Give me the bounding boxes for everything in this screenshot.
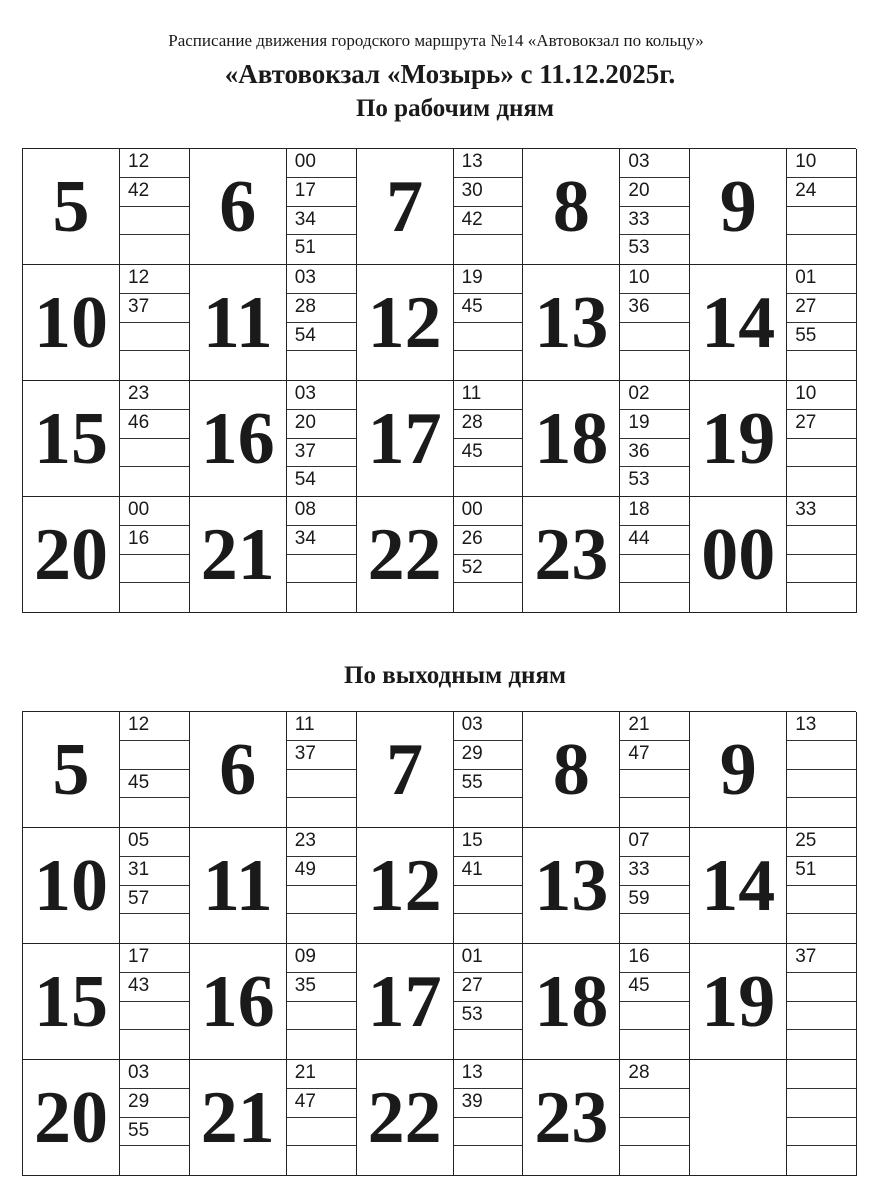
- hour-label: [690, 1060, 787, 1175]
- hour-label: 19: [690, 944, 787, 1059]
- minutes-list: [454, 497, 523, 612]
- minute-value: 20: [287, 410, 356, 439]
- minute-value: [787, 235, 856, 264]
- minutes-list: [454, 828, 523, 943]
- minute-value: 47: [620, 741, 689, 770]
- hour-cell: [690, 265, 857, 381]
- minute-value: 03: [287, 381, 356, 410]
- hour-cell: [357, 1060, 524, 1176]
- minute-value: [454, 886, 523, 915]
- minute-value: [787, 526, 856, 555]
- minute-value: 45: [120, 770, 189, 799]
- hour-label: 18: [523, 381, 620, 496]
- hour-label: 17: [357, 381, 454, 496]
- minute-value: 21: [620, 712, 689, 741]
- hour-label: 14: [690, 828, 787, 943]
- minute-value: [787, 1146, 856, 1175]
- minutes-list: [454, 265, 523, 380]
- hour-cell: [357, 944, 524, 1060]
- minute-value: 35: [287, 973, 356, 1002]
- minute-value: 37: [287, 741, 356, 770]
- minute-value: [287, 1118, 356, 1147]
- hour-label: 11: [190, 828, 287, 943]
- hour-label: 21: [190, 497, 287, 612]
- minute-value: 29: [454, 741, 523, 770]
- minute-value: 42: [454, 207, 523, 236]
- hour-cell: [23, 265, 190, 381]
- hour-label: 12: [357, 828, 454, 943]
- minutes-list: [287, 1060, 356, 1175]
- minute-value: 55: [454, 770, 523, 799]
- minute-value: [787, 798, 856, 827]
- minute-value: 13: [454, 149, 523, 178]
- hour-label: 20: [23, 1060, 120, 1175]
- minute-value: [454, 914, 523, 943]
- minutes-list: [787, 944, 856, 1059]
- minutes-list: [287, 149, 356, 264]
- minute-value: 33: [620, 857, 689, 886]
- hour-cell: [690, 712, 857, 828]
- hour-label: 5: [23, 712, 120, 827]
- minute-value: 27: [454, 973, 523, 1002]
- minute-value: [787, 1030, 856, 1059]
- minute-value: 28: [620, 1060, 689, 1089]
- minute-value: [120, 583, 189, 612]
- hour-cell: [523, 944, 690, 1060]
- minute-value: [787, 439, 856, 468]
- hour-cell: [23, 944, 190, 1060]
- minute-value: 00: [454, 497, 523, 526]
- minute-value: 15: [454, 828, 523, 857]
- hour-cell: [523, 497, 690, 613]
- minutes-list: [787, 1060, 856, 1175]
- minute-value: 34: [287, 207, 356, 236]
- hour-cell: [23, 149, 190, 265]
- minute-value: 17: [120, 944, 189, 973]
- minute-value: [620, 1030, 689, 1059]
- minute-value: 01: [454, 944, 523, 973]
- minute-value: [120, 741, 189, 770]
- minute-value: [287, 351, 356, 380]
- minute-value: [787, 467, 856, 496]
- minute-value: 51: [787, 857, 856, 886]
- minute-value: 21: [287, 1060, 356, 1089]
- minute-value: 49: [287, 857, 356, 886]
- minutes-list: [287, 381, 356, 496]
- hour-label: 14: [690, 265, 787, 380]
- minute-value: 11: [287, 712, 356, 741]
- minute-value: 19: [454, 265, 523, 294]
- minute-value: 30: [454, 178, 523, 207]
- hour-cell: [690, 381, 857, 497]
- minute-value: 17: [287, 178, 356, 207]
- minute-value: [287, 886, 356, 915]
- minute-value: 27: [787, 294, 856, 323]
- minutes-list: [787, 828, 856, 943]
- hour-label: 19: [690, 381, 787, 496]
- minutes-list: [620, 944, 689, 1059]
- minute-value: 20: [620, 178, 689, 207]
- hour-label: 6: [190, 712, 287, 827]
- minute-value: [120, 1146, 189, 1175]
- minute-value: 45: [454, 294, 523, 323]
- minute-value: 52: [454, 555, 523, 584]
- minute-value: [454, 583, 523, 612]
- hour-cell: [23, 1060, 190, 1176]
- minute-value: [620, 1146, 689, 1175]
- minutes-list: [620, 381, 689, 496]
- hour-cell: [23, 381, 190, 497]
- minute-value: [620, 770, 689, 799]
- minute-value: [120, 351, 189, 380]
- minute-value: [787, 914, 856, 943]
- route-subtitle: Расписание движения городского маршрута №14 «Автовокзал по кольцу»: [168, 31, 704, 50]
- minute-value: 10: [787, 149, 856, 178]
- minute-value: 45: [620, 973, 689, 1002]
- hour-cell: [690, 944, 857, 1060]
- minutes-list: [620, 497, 689, 612]
- minute-value: 37: [287, 439, 356, 468]
- hour-label: 22: [357, 497, 454, 612]
- minute-value: 39: [454, 1089, 523, 1118]
- minute-value: 12: [120, 265, 189, 294]
- minute-value: [620, 323, 689, 352]
- minute-value: 28: [454, 410, 523, 439]
- minute-value: 31: [120, 857, 189, 886]
- minute-value: [620, 798, 689, 827]
- minute-value: 53: [628, 237, 650, 259]
- minute-value: [787, 741, 856, 770]
- minutes-list: [454, 1060, 523, 1175]
- minutes-list: [287, 265, 356, 380]
- minute-value: [787, 207, 856, 236]
- minute-value: [287, 914, 356, 943]
- minute-value: [120, 1030, 189, 1059]
- minute-value: 57: [120, 886, 189, 915]
- minute-value: [120, 235, 189, 264]
- minutes-list: [454, 381, 523, 496]
- hour-cell: [523, 381, 690, 497]
- hour-label: 5: [23, 149, 120, 264]
- minute-value: 23: [120, 381, 189, 410]
- hour-cell: [190, 265, 357, 381]
- minute-value: [620, 914, 689, 943]
- minute-value: 12: [120, 149, 189, 178]
- hour-label: 22: [357, 1060, 454, 1175]
- minutes-list: [287, 712, 356, 827]
- minute-value: [120, 914, 189, 943]
- minute-value: 16: [120, 526, 189, 555]
- minute-value: [454, 467, 523, 496]
- page-title: «Автовокзал «Мозырь» с 11.12.2025г.: [224, 59, 676, 89]
- minute-value: [287, 770, 356, 799]
- hour-cell: [523, 149, 690, 265]
- hour-cell: [690, 1060, 857, 1176]
- hour-label: 15: [23, 381, 120, 496]
- minute-value: [120, 798, 189, 827]
- minute-value: 25: [787, 828, 856, 857]
- hour-label: 10: [23, 828, 120, 943]
- minute-value: 55: [120, 1118, 189, 1147]
- minute-value: [454, 235, 523, 264]
- hour-cell: [690, 828, 857, 944]
- hour-cell: [690, 149, 857, 265]
- hour-cell: [23, 828, 190, 944]
- minute-value: [454, 1146, 523, 1175]
- minute-value: 11: [454, 381, 523, 410]
- minute-value: [787, 1089, 856, 1118]
- hour-label: 17: [357, 944, 454, 1059]
- minutes-list: [620, 828, 689, 943]
- minute-value: [287, 555, 356, 584]
- weekends-schedule-table: [22, 711, 856, 1176]
- hour-label: 9: [690, 149, 787, 264]
- weekdays-schedule-table: [22, 148, 856, 613]
- minute-value: 00: [287, 149, 356, 178]
- minute-value: 37: [120, 294, 189, 323]
- minute-value: 46: [120, 410, 189, 439]
- minute-value: 01: [787, 265, 856, 294]
- minute-value: 55: [787, 323, 856, 352]
- minutes-list: [120, 497, 189, 612]
- minutes-list: [454, 944, 523, 1059]
- minute-value: 51: [294, 237, 316, 259]
- hour-label: 23: [523, 1060, 620, 1175]
- minute-value: 53: [628, 469, 650, 491]
- minute-value: 59: [620, 886, 689, 915]
- hour-label: 13: [523, 828, 620, 943]
- minutes-list: [120, 828, 189, 943]
- minute-value: 03: [454, 712, 523, 741]
- minute-value: 29: [120, 1089, 189, 1118]
- minutes-list: [454, 712, 523, 827]
- hour-cell: [523, 712, 690, 828]
- minutes-list: [120, 712, 189, 827]
- minute-value: [120, 467, 189, 496]
- hour-cell: [190, 828, 357, 944]
- minute-value: [620, 351, 689, 380]
- minutes-list: [287, 828, 356, 943]
- hour-label: 11: [190, 265, 287, 380]
- minute-value: [454, 351, 523, 380]
- minute-value: [787, 1118, 856, 1147]
- minutes-list: [787, 265, 856, 380]
- hour-cell: [190, 497, 357, 613]
- hour-label: 16: [190, 381, 287, 496]
- hour-label: 16: [190, 944, 287, 1059]
- minute-value: [454, 323, 523, 352]
- minute-value: 12: [120, 712, 189, 741]
- minute-value: [620, 1118, 689, 1147]
- minute-value: [787, 1002, 856, 1031]
- minutes-list: [620, 712, 689, 827]
- minute-value: 24: [787, 178, 856, 207]
- minute-value: 23: [287, 828, 356, 857]
- minute-value: [120, 207, 189, 236]
- minute-value: 03: [620, 149, 689, 178]
- hour-cell: [523, 265, 690, 381]
- minute-value: [454, 1030, 523, 1059]
- minute-value: 26: [454, 526, 523, 555]
- minute-value: 28: [287, 294, 356, 323]
- hour-label: 21: [190, 1060, 287, 1175]
- minute-value: 03: [120, 1060, 189, 1089]
- hour-cell: [357, 149, 524, 265]
- minute-value: 47: [287, 1089, 356, 1118]
- minute-value: 54: [287, 323, 356, 352]
- minute-value: [787, 973, 856, 1002]
- minute-value: [787, 770, 856, 799]
- hour-cell: [523, 828, 690, 944]
- hour-label: 23: [523, 497, 620, 612]
- minute-value: [120, 439, 189, 468]
- minutes-list: [120, 381, 189, 496]
- minute-value: 43: [120, 973, 189, 1002]
- hour-label: 00: [690, 497, 787, 612]
- minute-value: [454, 1118, 523, 1147]
- minute-value: 08: [287, 497, 356, 526]
- minute-value: 45: [454, 439, 523, 468]
- minutes-list: [120, 149, 189, 264]
- hour-label: 20: [23, 497, 120, 612]
- minute-value: [787, 583, 856, 612]
- hour-cell: [357, 381, 524, 497]
- minute-value: [287, 1002, 356, 1031]
- minute-value: 10: [620, 265, 689, 294]
- minute-value: [120, 323, 189, 352]
- hour-label: 18: [523, 944, 620, 1059]
- minutes-list: [287, 497, 356, 612]
- hour-cell: [523, 1060, 690, 1176]
- hour-cell: [190, 149, 357, 265]
- minutes-list: [787, 149, 856, 264]
- minute-value: [120, 1002, 189, 1031]
- minute-value: [120, 555, 189, 584]
- hour-cell: [357, 497, 524, 613]
- minute-value: [787, 555, 856, 584]
- minutes-list: [120, 1060, 189, 1175]
- minute-value: 02: [620, 381, 689, 410]
- minutes-list: [787, 712, 856, 827]
- minute-value: 33: [787, 497, 856, 526]
- minute-value: 27: [787, 410, 856, 439]
- minute-value: 16: [620, 944, 689, 973]
- hour-cell: [190, 944, 357, 1060]
- minutes-list: [120, 265, 189, 380]
- minute-value: [287, 583, 356, 612]
- minute-value: 19: [620, 410, 689, 439]
- minute-value: 37: [787, 944, 856, 973]
- hour-cell: [23, 712, 190, 828]
- minute-value: 07: [620, 828, 689, 857]
- minutes-list: [454, 149, 523, 264]
- minutes-list: [620, 265, 689, 380]
- hour-cell: [190, 1060, 357, 1176]
- minutes-list: [120, 944, 189, 1059]
- minute-value: 13: [454, 1060, 523, 1089]
- minutes-list: [620, 149, 689, 264]
- hour-label: 10: [23, 265, 120, 380]
- hour-cell: [357, 712, 524, 828]
- minute-value: [787, 1060, 856, 1089]
- minute-value: [287, 798, 356, 827]
- hour-label: 7: [357, 149, 454, 264]
- minute-value: 53: [454, 1002, 523, 1031]
- minute-value: 09: [287, 944, 356, 973]
- minute-value: [620, 555, 689, 584]
- minutes-list: [787, 381, 856, 496]
- hour-label: 9: [690, 712, 787, 827]
- hour-cell: [690, 497, 857, 613]
- minute-value: 05: [120, 828, 189, 857]
- minute-value: 00: [120, 497, 189, 526]
- hour-cell: [23, 497, 190, 613]
- minute-value: 36: [620, 294, 689, 323]
- minute-value: [620, 583, 689, 612]
- minute-value: [287, 1030, 356, 1059]
- minute-value: 34: [287, 526, 356, 555]
- minutes-list: [787, 497, 856, 612]
- minute-value: 33: [620, 207, 689, 236]
- hour-label: 12: [357, 265, 454, 380]
- minute-value: 42: [120, 178, 189, 207]
- minutes-list: [620, 1060, 689, 1175]
- hour-cell: [190, 381, 357, 497]
- hour-label: 13: [523, 265, 620, 380]
- minute-value: 10: [787, 381, 856, 410]
- minute-value: [454, 798, 523, 827]
- minute-value: [787, 886, 856, 915]
- hour-cell: [357, 265, 524, 381]
- minute-value: 18: [620, 497, 689, 526]
- minute-value: [787, 351, 856, 380]
- hour-cell: [357, 828, 524, 944]
- minute-value: [287, 1146, 356, 1175]
- hour-label: 6: [190, 149, 287, 264]
- minute-value: 54: [294, 469, 316, 491]
- minute-value: 44: [620, 526, 689, 555]
- minute-value: 03: [287, 265, 356, 294]
- minute-value: [620, 1002, 689, 1031]
- hour-label: 8: [523, 712, 620, 827]
- hour-label: 7: [357, 712, 454, 827]
- minute-value: 13: [787, 712, 856, 741]
- minute-value: 36: [620, 439, 689, 468]
- minutes-list: [287, 944, 356, 1059]
- weekdays-title: По рабочим дням: [355, 95, 554, 122]
- hour-label: 8: [523, 149, 620, 264]
- minute-value: [620, 1089, 689, 1118]
- weekends-title: По выходным дням: [344, 662, 566, 689]
- minute-value: 41: [454, 857, 523, 886]
- hour-label: 15: [23, 944, 120, 1059]
- hour-cell: [190, 712, 357, 828]
